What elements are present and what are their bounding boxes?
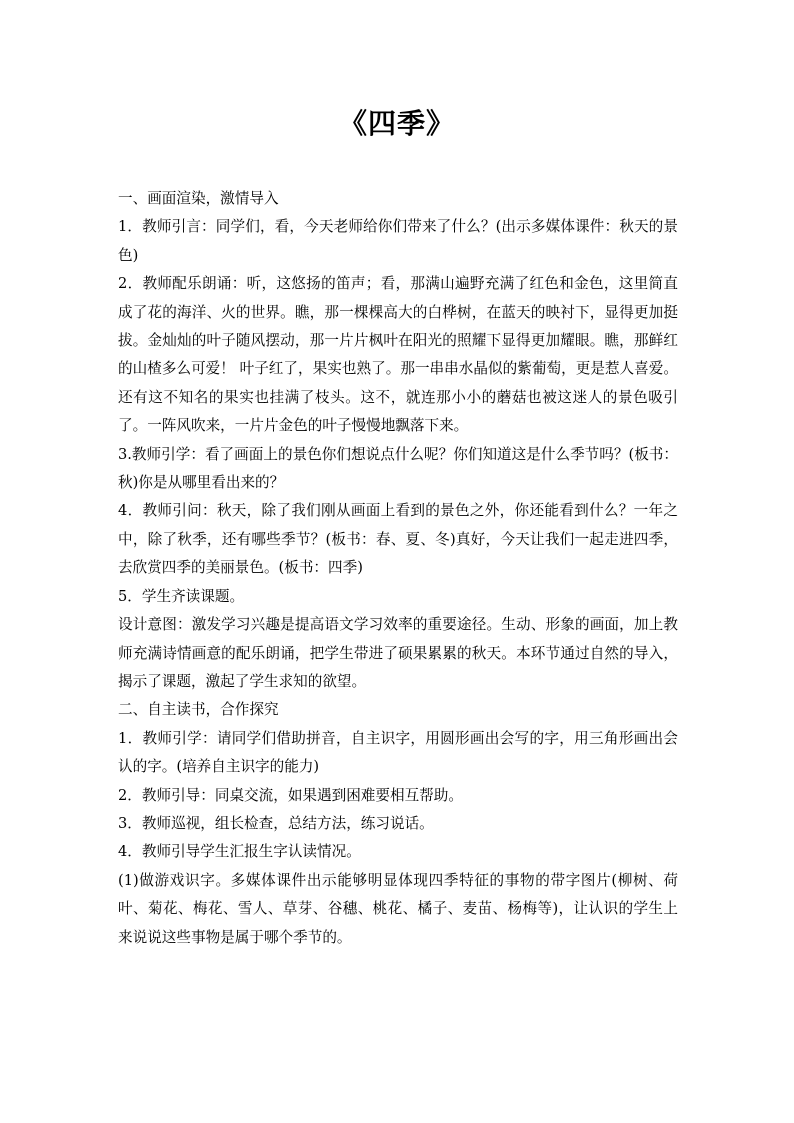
paragraph: 2．教师引导：同桌交流，如果遇到困难要相互帮助。 bbox=[118, 786, 463, 804]
paragraph: 1．教师引学：请同学们借助拼音，自主识字，用圆形画出会写的字，用三角形画出会认的字。(培养自主识字的能力) bbox=[118, 729, 678, 776]
section-heading-2: 二、自主读书，合作探究 bbox=[118, 701, 279, 719]
section-heading-1: 一、画面渲染，激情导入 bbox=[118, 190, 279, 207]
paragraph: 4．教师引问：秋天，除了我们刚从画面上看到的景色之外，你还能看到什么？一年之中，除了秋季，还有哪些季节？(板书：春、夏、冬)真好，今天让我们一起走进四季，去欣赏四季的美丽景色。(板书：四季) bbox=[118, 502, 678, 577]
paragraph: (1)做游戏识字。多媒体课件出示能够明显体现四季特征的事物的带字图片(柳树、荷叶、菊花、梅花、雪人、草芽、谷穗、桃花、橘子、麦苗、杨梅等)，让认识的学生上来说说这些事物是属于哪个季节的。 bbox=[118, 871, 678, 946]
paragraph: 5．学生齐读课题。 bbox=[118, 587, 245, 605]
paragraph: 4．教师引导学生汇报生字认读情况。 bbox=[118, 843, 361, 861]
design-intent-paragraph: 设计意图：激发学习兴趣是提高语文学习效率的重要途径。生动、形象的画面，加上教师充满诗情画意的配乐朗诵，把学生带进了硕果累累的秋天。本环节通过自然的导入，揭示了课题，激起了学生求知的欲望。 bbox=[118, 616, 678, 690]
paragraph: 3.教师引学：看了画面上的景色你们想说点什么呢？你们知道这是什么季节吗？(板书：秋)你是从哪里看出来的？ bbox=[118, 445, 678, 492]
document-body bbox=[118, 185, 678, 952]
paragraph: 1．教师引言：同学们，看，今天老师给你们带来了什么？(出示多媒体课件：秋天的景色) bbox=[118, 218, 678, 264]
paragraph: 3．教师巡视，组长检查，总结方法，练习说话。 bbox=[118, 814, 434, 832]
document-title: 《四季》 bbox=[338, 107, 455, 140]
paragraph: 2．教师配乐朗诵：听，这悠扬的笛声；看，那满山遍野充满了红色和金色，这里简直成了花的海洋、火的世界。瞧，那一棵棵高大的白桦树，在蓝天的映衬下，显得更加挺拔。金灿灿的叶子随风摆动，那一片片枫叶在阳光的照耀下显得更加耀眼。瞧，那鲜红的山楂多么可爱！ 叶子红了，果实也熟了。那一串串水晶似的紫葡萄，更是惹人喜爱。还有这不知名的果实也挂满了枝头。这不，就连那小小的蘑菇也被这迷人的景色吸引了。一阵风吹来，一片片金色的叶子慢慢地飘落下来。 bbox=[118, 275, 678, 435]
